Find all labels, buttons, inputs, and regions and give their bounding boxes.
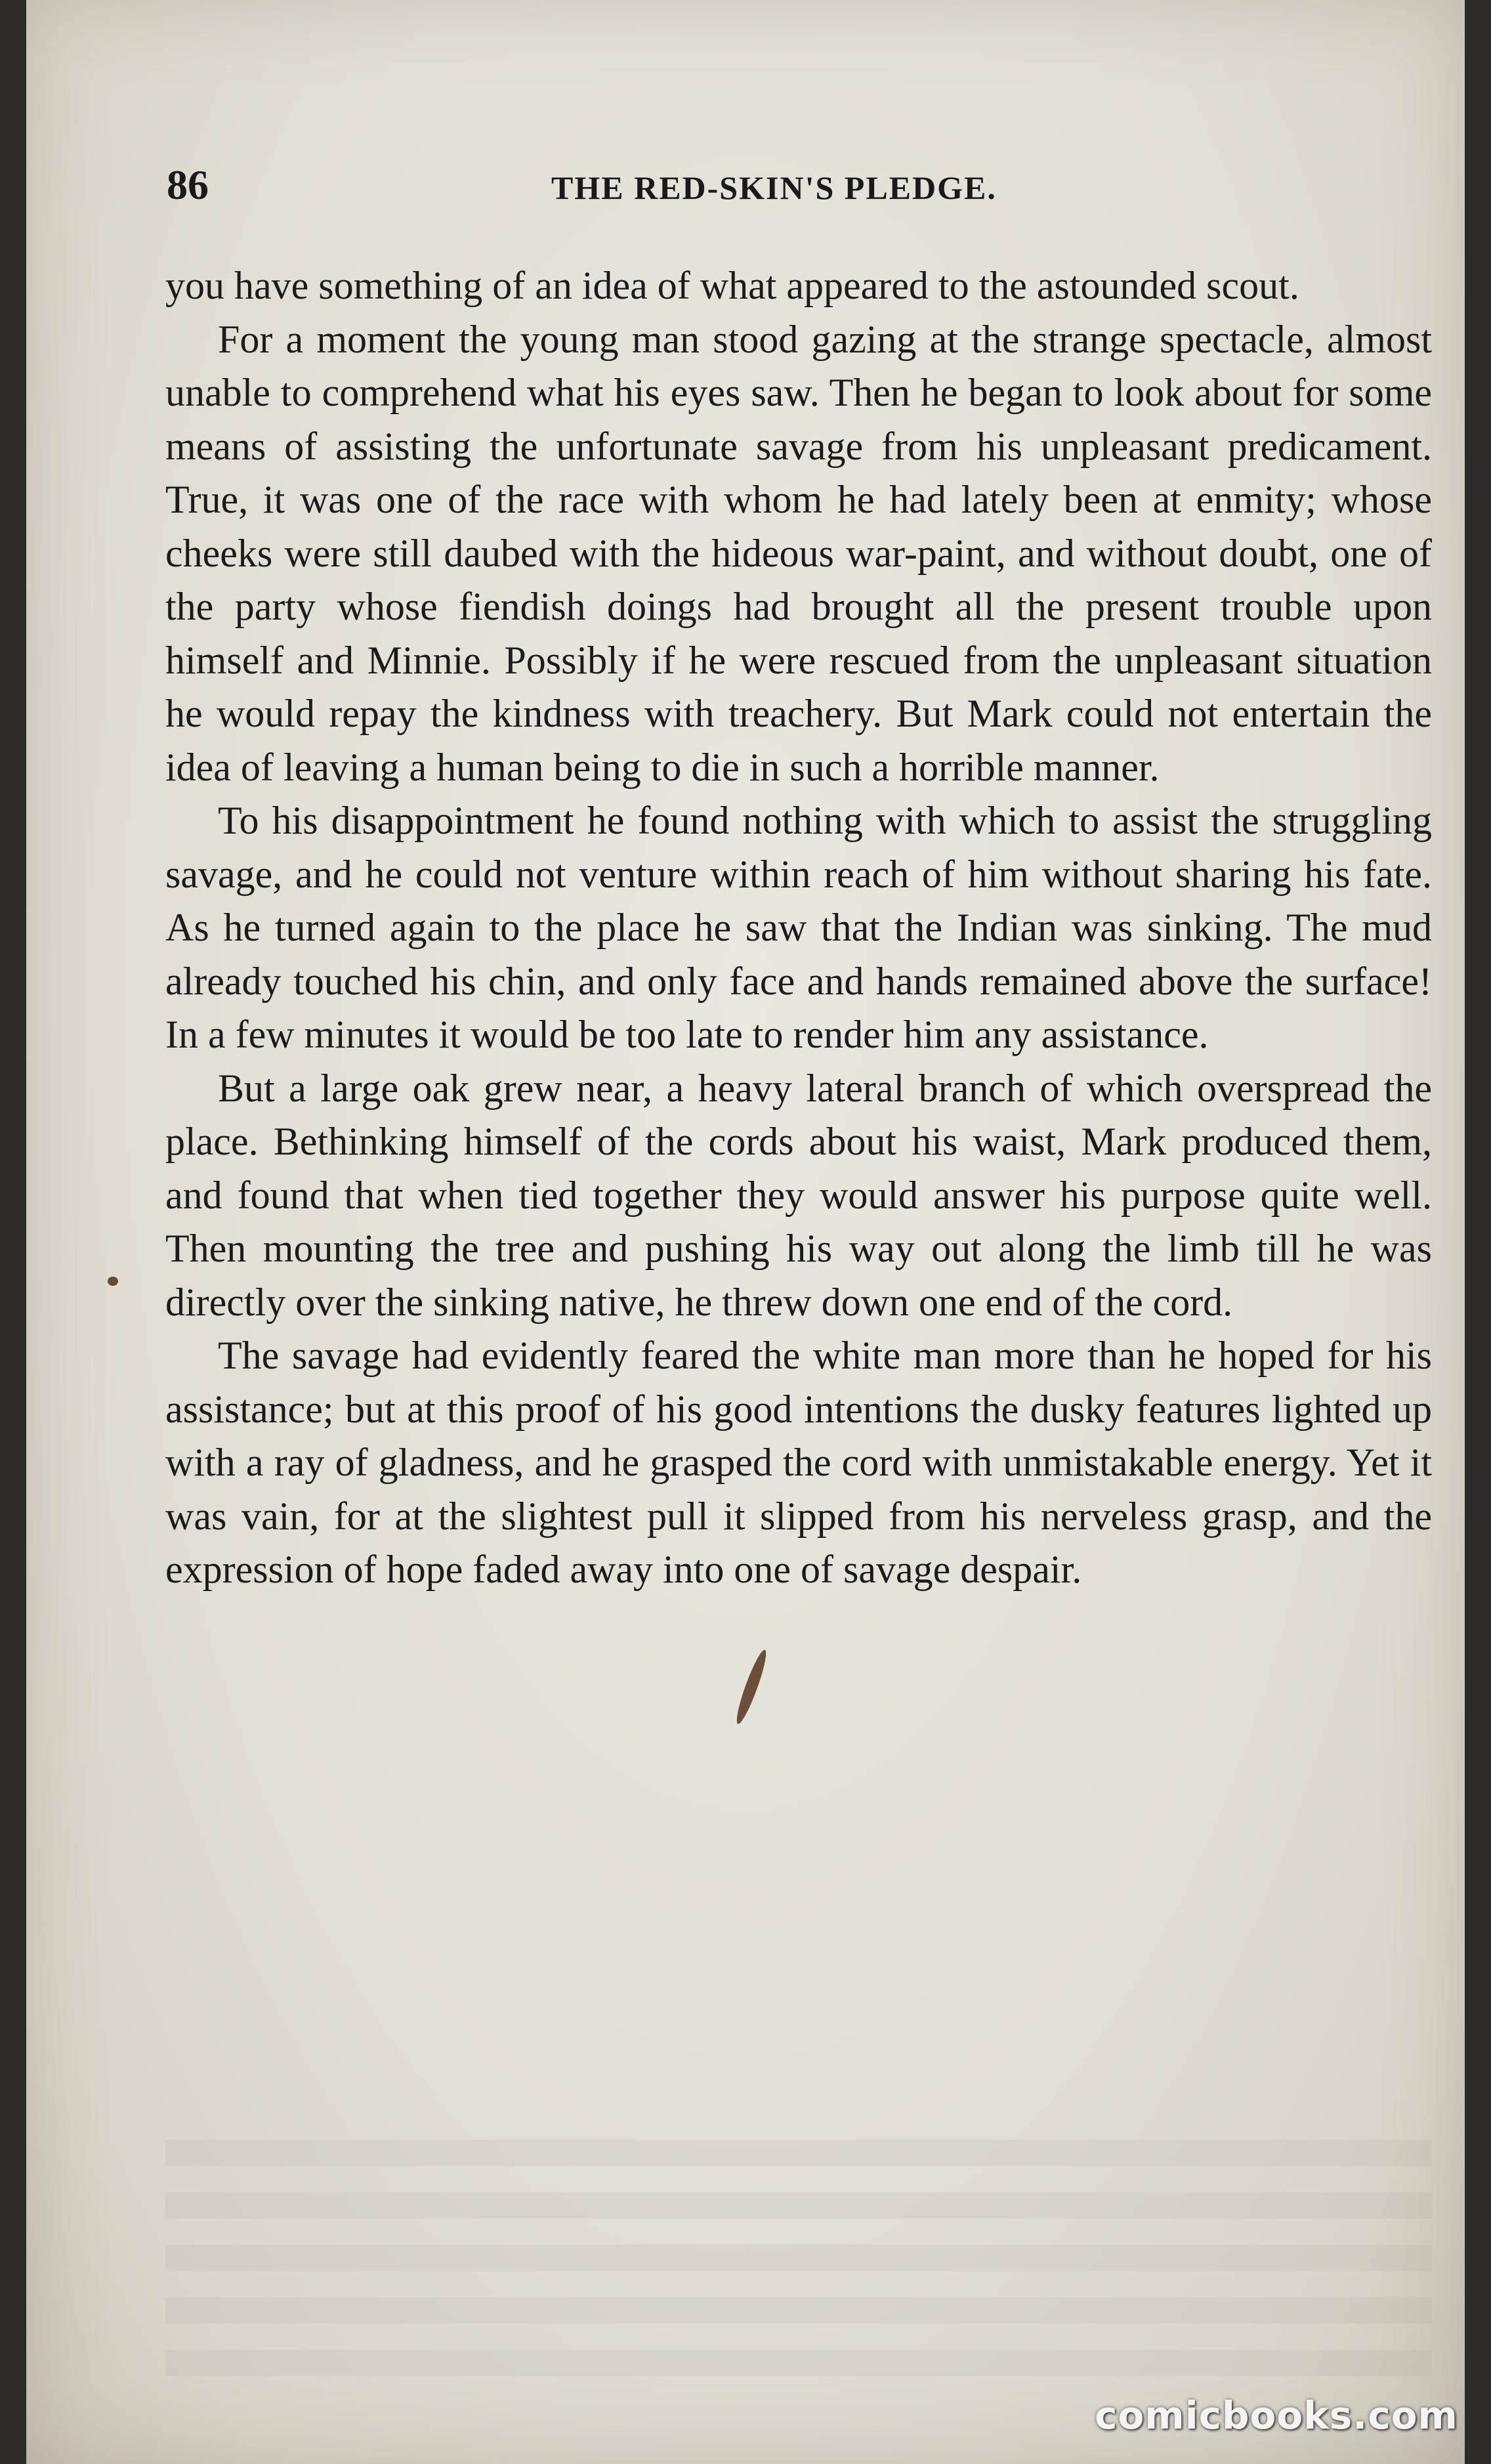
book-page <box>26 0 1465 2464</box>
body-text <box>165 259 1432 1597</box>
paragraph-3: To his disappointment he found nothing with which to assist the struggling savage, and he could not venture within reach of him without sharing his fate. As he turned again to the place he saw that the Indian was sinking. The mud already touched his chin, and only face and hands remained above the surface! In a few minutes it would be too late to render him any assistance. <box>165 799 1432 1056</box>
ink-stain <box>732 1648 770 1726</box>
paragraph-2: For a moment the young man stood gazing at the strange spectacle, almost unable to comprehend what his eyes saw. Then he began to look about for some means of assisting the unfortunate savage from his unpleasant predicament. True, it was one of the race with whom he had lately been at enmity; whose cheeks were still daubed with the hideous war-paint, and without doubt, one of the party whose fiendish doings had brought all the present trouble upon himself and Minnie. Possibly if he were rescued from the unpleasant situation he would repay the kindness with treachery. But Mark could not entertain the idea of leaving a human being to die in such a horrible manner. <box>165 317 1432 789</box>
show-through-text <box>165 2114 1432 2376</box>
paragraph-5: The savage had evidently feared the white man more than he hoped for his assistance; but at this proof of his good intentions the dusky features lighted up with a ray of gladness, and he grasped the cord with unmistakable energy. Yet it was vain, for at the slightest pull it slipped from his nerveless grasp, and the expression of hope faded away into one of savage despair. <box>165 1334 1432 1591</box>
page-header <box>138 161 1424 213</box>
paragraph-1: you have something of an idea of what appeared to the astounded scout. <box>165 264 1299 307</box>
paragraph-4: But a large oak grew near, a heavy lateral branch of which overspread the place. Bethinking himself of the cords about his waist, Mark produced them, and found that when tied together they would answer his purpose quite well. Then mounting the tree and pushing his way out along the limb till he was directly over the sinking native, he threw down one end of the cord. <box>165 1066 1432 1324</box>
watermark: comicbooks.com <box>1095 2393 1458 2438</box>
paper-speck <box>108 1277 118 1286</box>
page-number: 86 <box>167 161 209 208</box>
running-title: THE RED-SKIN'S PLEDGE. <box>551 169 997 206</box>
